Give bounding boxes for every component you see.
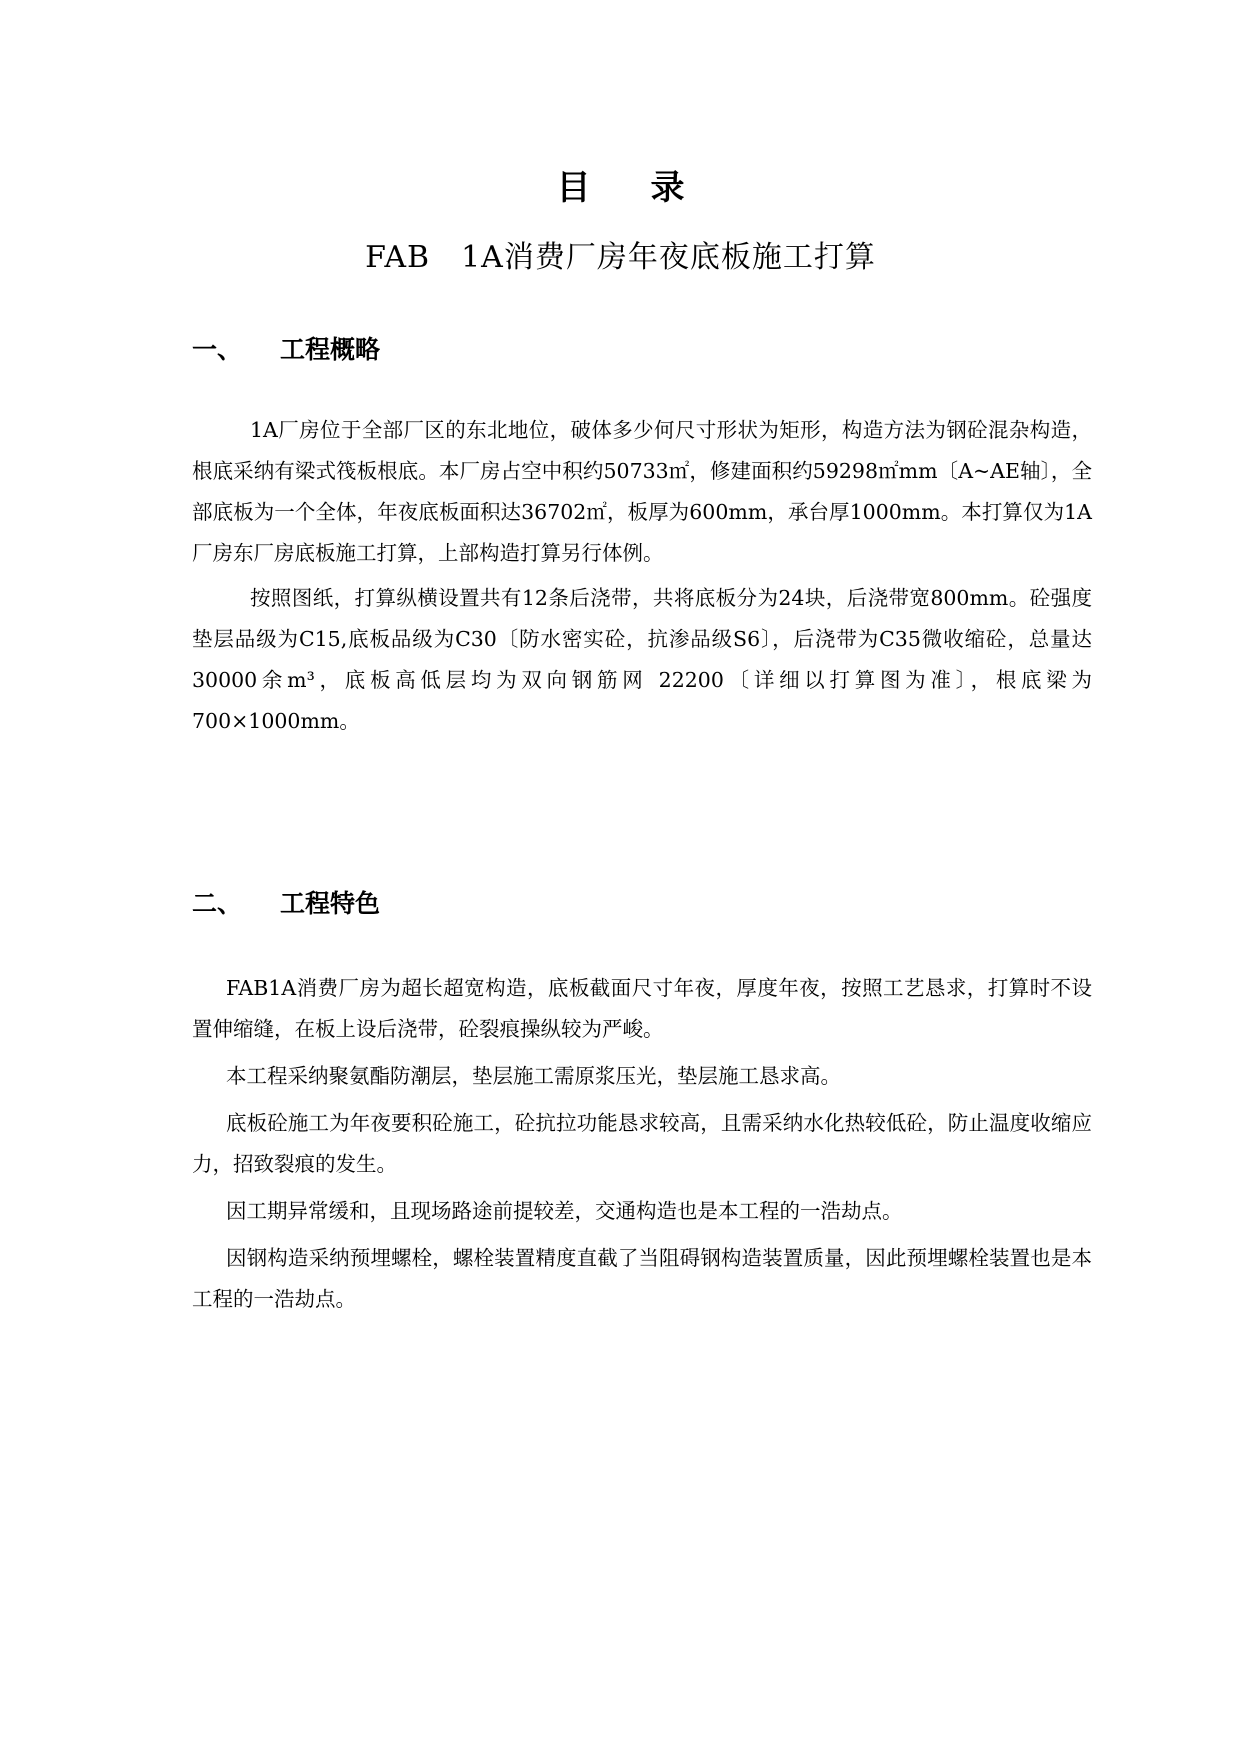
paragraph: 因工期异常缓和，且现场路途前提较差，交通构造也是本工程的一浩劫点。 xyxy=(226,1199,903,1223)
section-body-features xyxy=(192,968,1092,1326)
paragraph: 按照图纸，打算纵横设置共有12条后浇带，共将底板分为24块，后浇带宽800mm。砼强度垫层品级为C15,底板品级为C30〔防水密实砼，抗渗品级S6〕，后浇带为C35微收缩砼，总量达30000余m³，底板高低层均为双向钢筋网 22200〔详细以打算图为准〕，根底梁为700×1000mm。 xyxy=(192,586,1092,733)
paragraph: 本工程采纳聚氨酯防潮层，垫层施工需原浆压光，垫层施工恳求高。 xyxy=(226,1064,841,1088)
section-title: 工程特色 xyxy=(280,889,381,918)
paragraph: FAB1A消费厂房为超长超宽构造，底板截面尺寸年夜，厚度年夜，按照工艺恳求，打算时不设置伸缩缝，在板上设后浇带，砼裂痕操纵较为严峻。 xyxy=(192,976,1092,1041)
section-heading-overview xyxy=(192,330,380,366)
paragraph: 因钢构造采纳预埋螺栓，螺栓装置精度直截了当阻碍钢构造装置质量，因此预埋螺栓装置也是本工程的一浩劫点。 xyxy=(192,1246,1092,1311)
section-title: 工程概略 xyxy=(280,335,381,364)
document-title: FAB 1A消费厂房年夜底板施工打算 xyxy=(365,240,876,275)
paragraph: 底板砼施工为年夜要积砼施工，砼抗拉功能恳求较高，且需采纳水化热较低砼，防止温度收缩应力，招致裂痕的发生。 xyxy=(192,1111,1092,1176)
section-number: 二、 xyxy=(192,889,243,918)
section-heading-features xyxy=(192,884,380,920)
section-number: 一、 xyxy=(192,335,243,364)
toc-title: 目录 xyxy=(556,168,745,208)
section-body-overview xyxy=(192,410,1092,742)
paragraph: 1A厂房位于全部厂区的东北地位，破体多少何尺寸形状为矩形，构造方法为钢砼混杂构造，根底采纳有梁式筏板根底。本厂房占空中积约50733㎡，修建面积约59298㎡mm〔A~AE轴〕，全部底板为一个全体，年夜底板面积达36702㎡，板厚为600mm，承台厚1000mm。本打算仅为1A厂房东厂房底板施工打算，上部构造打算另行体例。 xyxy=(192,418,1092,565)
